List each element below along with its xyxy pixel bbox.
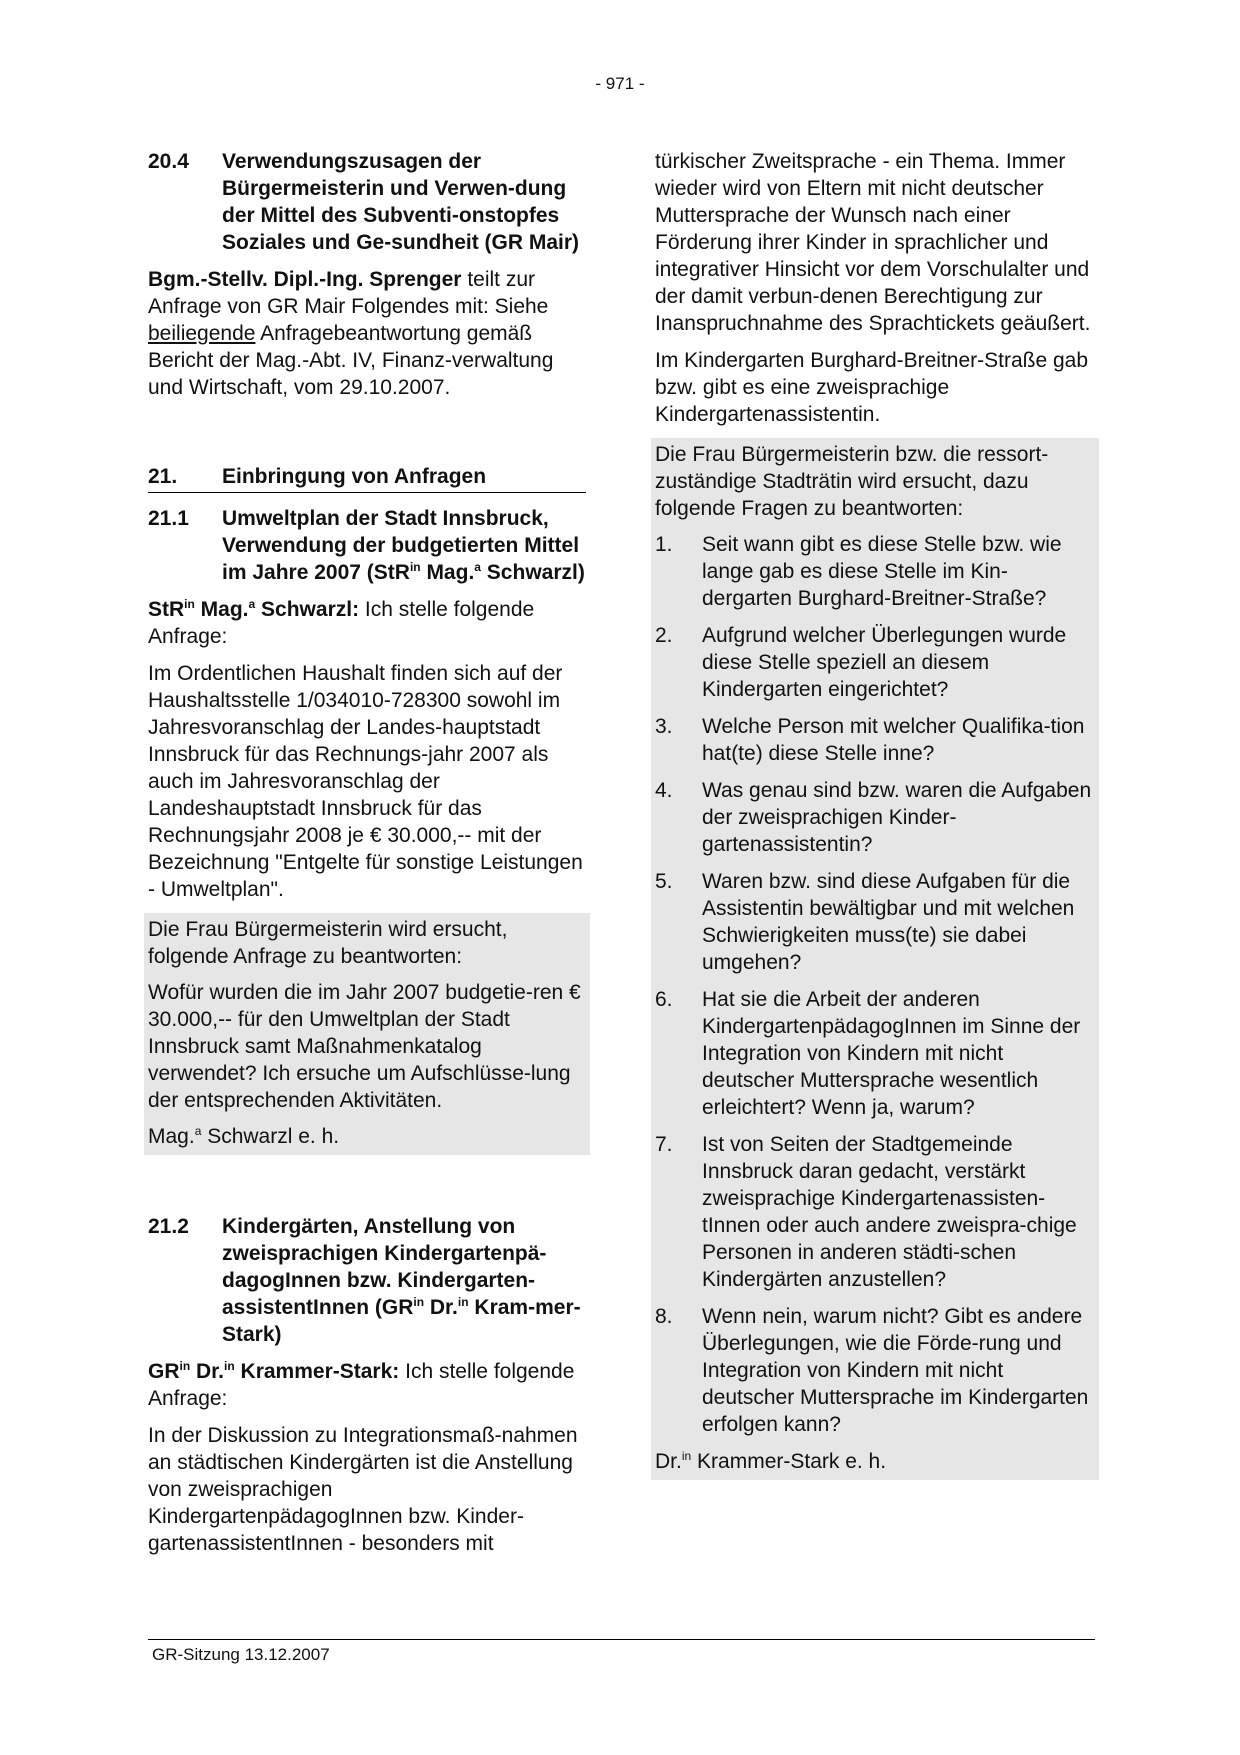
body-paragraph: Im Kindergarten Burghard-Breitner-Straße gab bzw. gibt es eine zweisprachige Kindergartenassistentin. xyxy=(655,349,1089,426)
question-text: Ist von Seiten der Stadtgemeinde Innsbruck daran gedacht, verstärkt zweisprachige Kindergartenassisten-tInnen oder auch andere zweispra-chige Personen in anderen städti-schen Kindergärten anzustellen? xyxy=(702,1133,1077,1291)
question-item xyxy=(655,777,1095,858)
section-number: 21.2 xyxy=(148,1215,189,1238)
question-text: Aufgrund welcher Überlegungen wurde diese Stelle speziell an diesem Kindergarten eingerichtet? xyxy=(702,624,1067,701)
left-column xyxy=(148,148,586,1567)
question-text: Waren bzw. sind diese Aufgaben für die Assistentin bewältigbar und mit welchen Schwierigkeiten muss(te) sie dabei umgehen? xyxy=(702,870,1075,974)
section-title: Umweltplan der Stadt Innsbruck, Verwendung der budgetierten Mittel im Jahre 2007 (StR$^{in}$ Mag.$^a$ Schwarzl) xyxy=(222,507,585,584)
section-number: 21.1 xyxy=(148,507,189,530)
speaker-name: StR$^{in}$ Mag.$^a$ Schwarzl: xyxy=(148,597,360,621)
question-item xyxy=(655,622,1095,703)
question-number: 3. xyxy=(655,715,673,738)
section-number: 20.4 xyxy=(148,150,189,173)
question-number: 4. xyxy=(655,779,673,802)
signature: Mag.$^a$ Schwarzl e. h. xyxy=(148,1124,340,1148)
question-number: 6. xyxy=(655,988,673,1011)
section-number: 21. xyxy=(148,465,178,488)
footer-divider xyxy=(148,1639,1095,1640)
signature: Dr.$^{in}$ Krammer-Stark e. h. xyxy=(655,1449,887,1473)
speaker-name: Bgm.-Stellv. Dipl.-Ing. Sprenger xyxy=(148,268,462,291)
footer-text: GR-Sitzung 13.12.2007 xyxy=(152,1645,330,1664)
question-text: Wenn nein, warum nicht? Gibt es andere Überlegungen, wie die Förde-rung und Integration von Kindern mit nicht deutscher Muttersprache im Kindergarten erfolgen kann? xyxy=(702,1305,1089,1436)
page-number: - 971 - xyxy=(595,74,645,93)
question-text: Seit wann gibt es diese Stelle bzw. wie lange gab es diese Stelle im Kin-dergarten Burghard-Breitner-Straße? xyxy=(702,533,1062,610)
section-heading-21-2 xyxy=(148,1213,586,1348)
answer-text: teilt zur Anfrage von GR Mair Folgendes mit: Siehe xyxy=(148,268,549,318)
question-number: 5. xyxy=(655,870,673,893)
answer-text-continued: Anfragebeantwortung gemäß Bericht der Mag.-Abt. IV, Finanz-verwaltung und Wirtschaft, vom 29.10.2007. xyxy=(148,322,554,399)
right-column xyxy=(655,148,1095,1480)
section-title: Verwendungszusagen der Bürgermeisterin und Verwen-dung der Mittel des Subventi-onstopfes Soziales und Ge-sundheit (GR Mair) xyxy=(222,150,580,254)
question-number: 8. xyxy=(655,1305,673,1328)
question-item xyxy=(655,531,1095,612)
speaker-intro: $GR^{in}$ Dr.$^{in}$ Krammer-Stark: Ich stelle folgende Anfrage: xyxy=(148,1359,575,1410)
section-heading-21-1 xyxy=(148,505,586,586)
question-number: 2. xyxy=(655,624,673,647)
question-item xyxy=(655,868,1095,976)
question-item xyxy=(655,986,1095,1121)
question-item xyxy=(655,713,1095,767)
body-paragraph: In der Diskussion zu Integrationsmaß-nahmen an städtischen Kindergärten ist die Anstellung von zweisprachigen KindergartenpädagogInnen bzw. Kinder-gartenassistentInnen - besonders mit xyxy=(148,1424,578,1555)
section-heading-21 xyxy=(148,463,586,493)
continued-paragraph: türkischer Zweitsprache - ein Thema. Immer wieder wird von Eltern mit nicht deutscher Muttersprache der Wunsch nach einer Förderung ihrer Kinder in sprachlicher und integrativer Hinsicht vor dem Vorschulalter und der damit verbun-denen Berechtigung zur Inanspruchnahme des Sprachtickets geäußert. xyxy=(655,150,1091,335)
section-heading-20-4 xyxy=(148,148,586,256)
speaker-name: $GR^{in}$ Dr.$^{in}$ Krammer-Stark: xyxy=(148,1359,400,1383)
section-title: Einbringung von Anfragen xyxy=(222,465,487,488)
question-text: Was genau sind bzw. waren die Aufgaben der zweisprachigen Kinder-gartenassistentin? xyxy=(702,779,1092,856)
question-text: Wofür wurden die im Jahr 2007 budgetie-ren € 30.000,-- für den Umweltplan der Stadt Innsbruck samt Maßnahmenkatalog verwendet? Ich ersuche um Aufschlüsse-lung der entsprechenden Aktivitäten. xyxy=(148,981,581,1112)
answer-paragraph xyxy=(148,266,586,401)
request-box xyxy=(144,913,590,1155)
question-text: Hat sie die Arbeit der anderen KindergartenpädagogInnen im Sinne der Integration von Kindern mit nicht deutscher Muttersprache wesentlich erleichtert? Wenn ja, warum? xyxy=(702,988,1081,1119)
request-box xyxy=(651,438,1099,1480)
request-text: Die Frau Bürgermeisterin bzw. die ressort-zuständige Stadträtin wird ersucht, dazu folgende Fragen zu beantworten: xyxy=(655,443,1049,520)
question-list xyxy=(655,531,1095,1438)
question-number: 1. xyxy=(655,533,673,556)
question-text: Welche Person mit welcher Qualifika-tion hat(te) diese Stelle inne? xyxy=(702,715,1085,765)
request-text: Die Frau Bürgermeisterin wird ersucht, folgende Anfrage zu beantworten: xyxy=(148,918,508,968)
question-number: 7. xyxy=(655,1133,673,1156)
speaker-intro: StR$^{in}$ Mag.$^a$ Schwarzl: Ich stelle folgende Anfrage: xyxy=(148,597,535,648)
question-item xyxy=(655,1131,1095,1293)
attachment-link[interactable]: beiliegende xyxy=(148,322,256,345)
body-paragraph: Im Ordentlichen Haushalt finden sich auf der Haushaltsstelle 1/034010-728300 sowohl im Jahresvoranschlag der Landes-hauptstadt Innsbruck für das Rechnungs-jahr 2007 als auch im Jahresvoranschlag der Landeshauptstadt Innsbruck für das Rechnungsjahr 2008 je € 30.000,-- mit der Bezeichnung "Entgelte für sonstige Leistungen - Umweltplan". xyxy=(148,662,583,901)
question-item xyxy=(655,1303,1095,1438)
section-title: Kindergärten, Anstellung von zweisprachigen Kindergartenpä-dagogInnen bzw. Kindergarten-assistentInnen ($GR^{in}$ Dr.$^{in}$ Kram-mer-Stark) xyxy=(222,1215,581,1346)
